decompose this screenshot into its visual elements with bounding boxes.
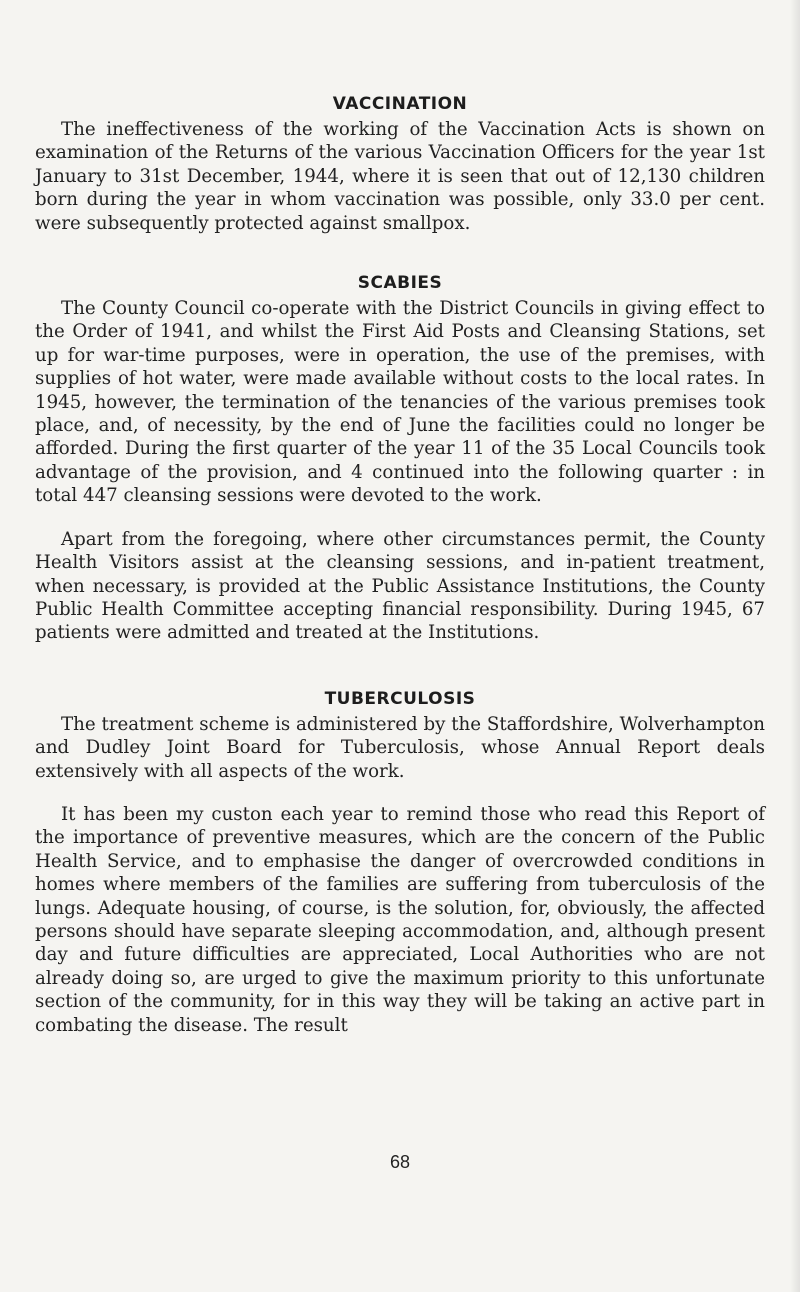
paragraph: The ineffectiveness of the working of the Vaccination Acts is shown on examination of the Returns of the various Vaccination Officers for the year 1st January to 31st December, 1944, where it is seen that out of 12,130 children born during the year in whom vaccination was possible, only 33.0 per cent. were subsequently protected against smallpox.	[35, 119, 765, 234]
spacer	[35, 508, 765, 528]
spacer	[35, 783, 765, 803]
section-scabies	[35, 269, 765, 645]
section-heading-vaccination: VACCINATION	[332, 94, 468, 114]
document-page	[35, 90, 765, 1037]
paragraph: The treatment scheme is administered by the Staffordshire, Wolverhampton and Dudley Joint Board for Tuberculosis, whose Annual Report deals extensively with all aspects of the work.	[35, 713, 765, 782]
spacer	[35, 645, 765, 685]
spacer	[35, 235, 765, 269]
paragraph: Apart from the foregoing, where other circumstances permit, the County Health Visitors assist at the cleansing sessions, and in-patient treatment, when necessary, is provided at the Public Assistance Institutions, the County Public Health Committee accepting financial responsibility. During 1945, 67 patients were admitted and treated at the Institutions.	[35, 528, 765, 644]
page-number: 68	[389, 1152, 411, 1172]
section-heading-tuberculosis: TUBERCULOSIS	[324, 688, 476, 709]
section-heading-scabies: SCABIES	[357, 273, 443, 294]
paragraph: It has been my custon each year to remind those who read this Report of the importance of preventive measures, which are the concern of the Public Health Service, and to emphasise the danger of overcrowded conditions in homes where members of the families are suffering from tuberculosis of the lungs. Adequate housing, of course, is the solution, for, obviously, the affected persons should have separate sleeping accommodation, and, although present day and future difficulties are appreciated, Local Authorities who are not already doing so, are urged to give the maximum priority to this unfortunate section of the community, for in this way they will be taking an active part in combating the disease. The result	[35, 803, 765, 1036]
section-tuberculosis	[35, 685, 765, 1037]
paragraph: The County Council co-operate with the District Councils in giving effect to the Order of 1941, and whilst the First Aid Posts and Cleansing Stations, set up for war-time purposes, were in operation, the use of the premises, with supplies of hot water, were made available without costs to the local rates. In 1945, however, the termination of the tenancies of the various premises took place, and, of necessity, by the end of June the facilities could no longer be afforded. During the first quarter of the year 11 of the 35 Local Councils took advantage of the provision, and 4 continued into the following quarter : in total 447 cleansing sessions were devoted to the work.	[35, 298, 765, 507]
section-vaccination	[35, 90, 765, 235]
page-edge-shadow	[790, 0, 800, 1292]
